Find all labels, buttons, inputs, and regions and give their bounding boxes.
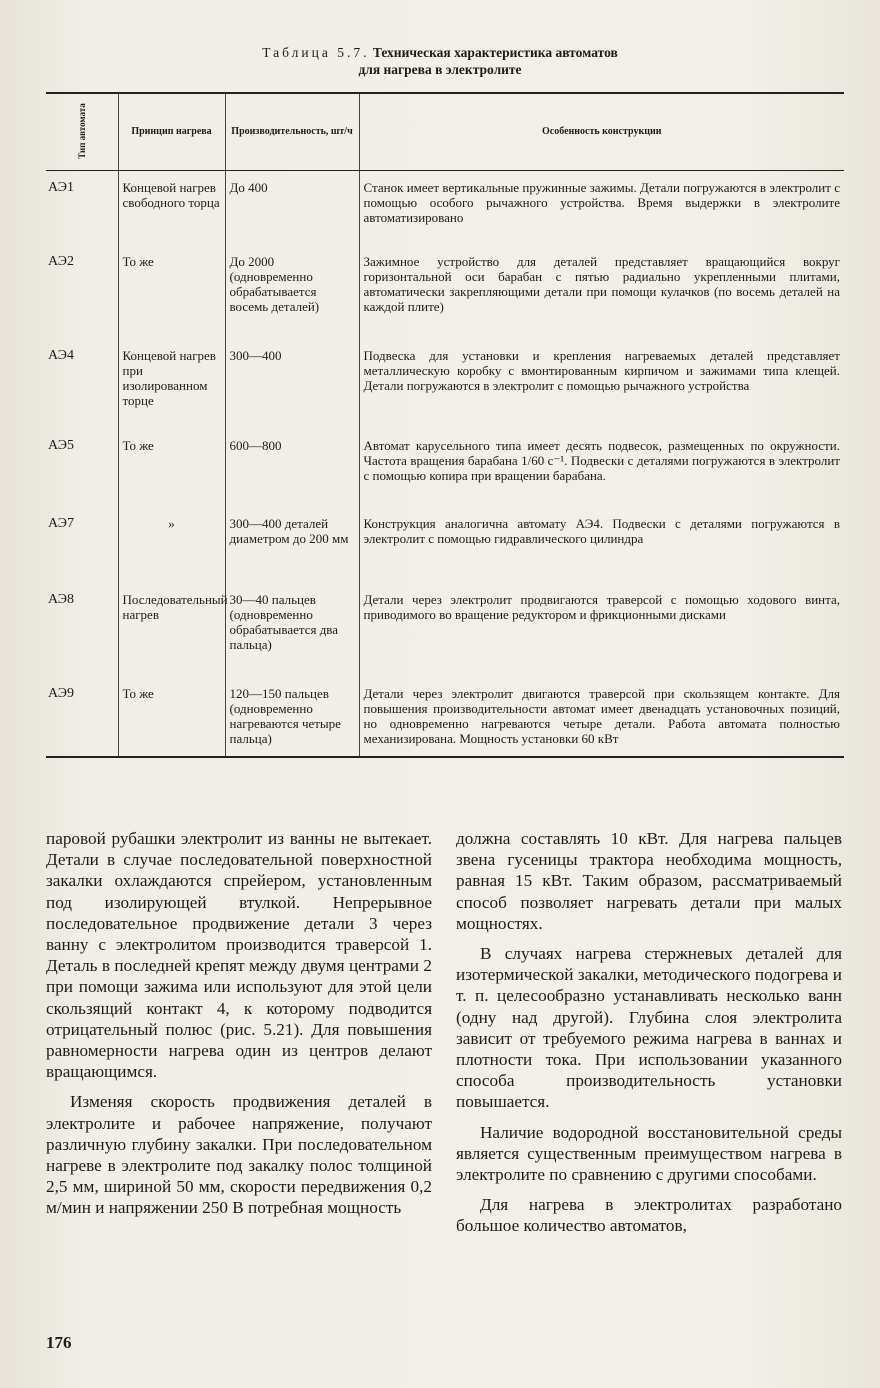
paragraph: Изменяя скорость продвижения деталей в электролите и рабочее напряжение, получают различную глубину закалки. При последовательном нагреве в электролите под закалку полос толщиной 2,5 мм, шириной 50 мм, скорости передвижения 0,2 м/мин и напряжении 250 В потребная мощность [46, 1092, 432, 1218]
cell-productivity: 30—40 пальцев (одновременно обрабатывается два пальца) [225, 583, 359, 677]
table-row [46, 245, 844, 339]
cell-type: АЭ9 [46, 677, 118, 757]
cell-principle: То же [118, 677, 225, 757]
table-row [46, 677, 844, 757]
caption-title-line2: для нагрева в электролите [358, 62, 522, 77]
cell-feature: Детали через электролит продвигаются траверсой с помощью ходового винта, приводимого во вращение редуктором и фрикционными дисками [359, 583, 844, 677]
cell-feature: Конструкция аналогична автомату АЭ4. Подвески с деталями погружаются в электролит с помощью гидравлического цилиндра [359, 507, 844, 583]
cell-feature: Станок имеет вертикальные пружинные зажимы. Детали погружаются в электролит с помощью особого рычажного устройства. Время выдержки в электролите автоматизировано [359, 171, 844, 245]
header-productivity: Производительность, шт/ч [225, 93, 359, 171]
paragraph: должна составлять 10 кВт. Для нагрева пальцев звена гусеницы трактора необходима мощность, равная 15 кВт. Таким образом, рассматриваемый способ позволяет нагревать детали при малых мощностях. [456, 829, 842, 933]
text-column-right [456, 828, 842, 1237]
cell-type: АЭ5 [48, 437, 75, 453]
cell-productivity: 600—800 [225, 429, 359, 507]
paragraph: Наличие водородной восстановительной среды является существенным преимуществом нагрева в электролите по сравнению с другими способами. [456, 1122, 842, 1185]
table-row [46, 171, 844, 245]
cell-principle: » [118, 507, 225, 583]
table-caption [0, 44, 880, 78]
spec-table [46, 92, 844, 758]
caption-label: Таблица 5.7. [262, 45, 370, 60]
text-column-left [46, 828, 432, 1219]
paragraph: В случаях нагрева стержневых деталей для изотермической закалки, методического подогрева и т. п. целесообразно устанавливать несколько ванн (одну над другой). Глубина слоя электролита зависит от требуемого режима нагрева в ваннах и плотности тока. При использовании указанного способа производительность установки повышается. [456, 944, 842, 1112]
cell-productivity: 120—150 пальцев (одновременно нагреваются четыре пальца) [225, 677, 359, 757]
paragraph: паровой рубашки электролит из ванны не вытекает. Детали в случае последовательной поверхностной закалки охлаждаются спрейером, установленным под изолирующей втулкой. Непрерывное последовательное продвижение детали 3 через ванну с электролитом производится траверсой 1. Деталь в последней крепят между двумя центрами 2 при помощи зажима или используют для этой цели скользящий контакт 4, к которому подводится отрицательный полюс (рис. 5.21). Для повышения равномерности нагрева один из центров делают вращающимся. [46, 829, 432, 1082]
cell-feature: Подвеска для установки и крепления нагреваемых деталей представляет металлическую коробку с вмонтированным кирпичом и зажимами типа клещей. Детали погружаются в электролит с помощью рычажного устройства [359, 339, 844, 429]
cell-principle: Концевой нагрев свободного торца [118, 171, 225, 245]
header-type: Тип автомата [46, 93, 118, 171]
paragraph: Для нагрева в электролитах разработано большое количество автоматов, [456, 1195, 842, 1236]
cell-productivity: 300—400 [225, 339, 359, 429]
table-header-row [46, 93, 844, 171]
table-row [46, 507, 844, 583]
cell-principle: То же [118, 429, 225, 507]
table-row [46, 429, 844, 507]
cell-principle: Последовательный нагрев [118, 583, 225, 677]
page-number: 176 [46, 1333, 72, 1352]
cell-productivity: 300—400 деталей диаметром до 200 мм [225, 507, 359, 583]
cell-principle: Концевой нагрев при изолированном торце [118, 339, 225, 429]
header-feature: Особенность конструкции [359, 93, 844, 171]
cell-feature: Автомат карусельного типа имеет десять подвесок, размещенных по окружности. Частота вращения барабана 1/60 с⁻¹. Подвески с деталями погружаются в электролит с помощью копира при вращении барабана. [359, 429, 844, 507]
cell-type: АЭ4 [48, 347, 75, 363]
caption-title-line1: Техническая характеристика автоматов [372, 45, 618, 60]
cell-type: АЭ7 [48, 515, 75, 531]
cell-type: АЭ8 [48, 591, 75, 607]
cell-type: АЭ1 [48, 180, 75, 195]
cell-type: АЭ2 [48, 253, 75, 269]
cell-productivity: До 2000 (одновременно обрабатывается восемь деталей) [225, 245, 359, 339]
table-row [46, 583, 844, 677]
cell-productivity: До 400 [225, 171, 359, 245]
header-principle: Принцип нагрева [118, 93, 225, 171]
table-row [46, 339, 844, 429]
cell-feature: Детали через электролит двигаются траверсой при скользящем контакте. Для повышения производительности автомат имеет двенадцать установочных позиций, но одновременно нагреваются четыре детали. Работа автомата полностью механизирована. Мощность установки 60 кВт [359, 677, 844, 757]
cell-principle: То же [118, 245, 225, 339]
cell-feature: Зажимное устройство для деталей представляет вращающийся вокруг горизонтальной оси барабан с пятью радиально укрепленными плитами, автоматически закрепляющими детали при помощи кулачков (по восемь деталей на каждой плите) [359, 245, 844, 339]
